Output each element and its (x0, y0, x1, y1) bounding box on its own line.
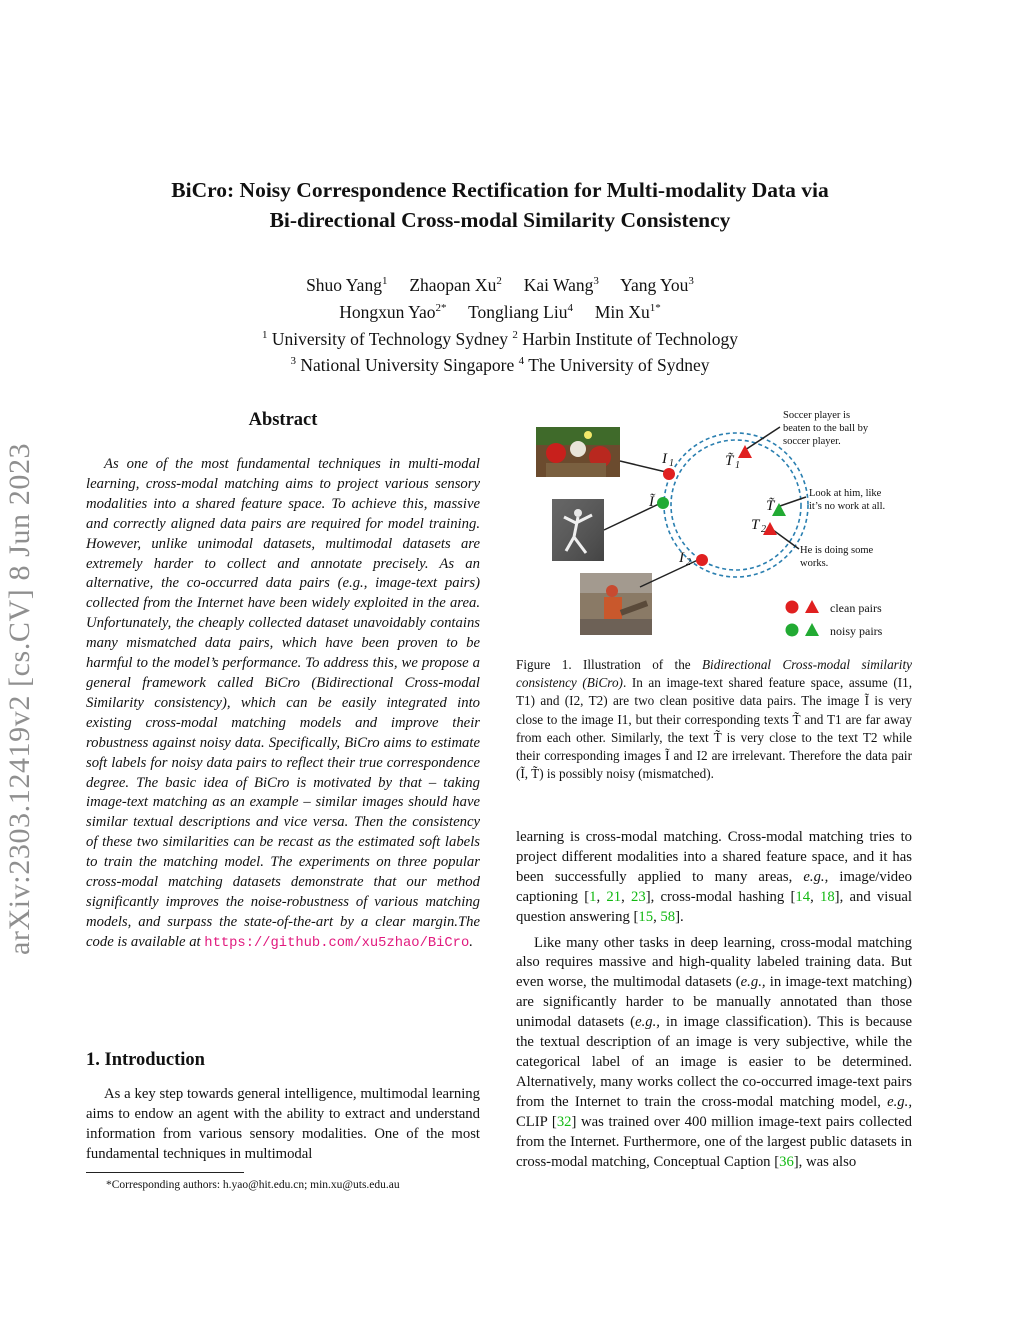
label-text-noisy: T̃ (766, 498, 775, 514)
affiliation-mark: 1 (262, 328, 268, 341)
author-name: Shuo Yang (306, 274, 382, 295)
abstract-end: . (469, 933, 473, 950)
citation-link[interactable]: 23 (631, 888, 646, 905)
clean-image-marker-i2 (696, 554, 708, 566)
affiliation: University of Technology Sydney (271, 328, 509, 349)
connector-line (745, 427, 780, 450)
label-image-noisy: Ĩ (649, 494, 654, 510)
footnote: *Corresponding authors: h.yao@hit.edu.cn; min.xu@uts.edu.au (106, 1179, 400, 1191)
arxiv-identifier: arXiv:2303.12419v2 [cs.CV] 8 Jun 2023 (3, 442, 36, 955)
label-text-t1-sub: 1 (735, 460, 740, 471)
paragraph: learning is cross-modal matching. Cross-modal matching tries to project different modalities into a shared feature space, and it has been successfully applied to many areas, e.g., image/video captioning [1, 21, 23], cross-modal hashing [14, 18], and visual question answering [15, 58]. (516, 829, 913, 925)
callout-soccer-line-1: Soccer player is (783, 410, 851, 421)
noisy-image-marker (657, 497, 669, 509)
figure-legend (786, 600, 883, 638)
legend-clean-triangle (805, 600, 819, 613)
label-text-t1: T̃ (725, 453, 734, 469)
author-affiliation-mark: 1 (381, 275, 388, 287)
author-affiliation-mark: 2 (496, 275, 502, 287)
legend-clean-label: clean pairs (830, 601, 882, 615)
citation-link[interactable]: 58 (660, 908, 676, 925)
callout-look-line-1: Look at him, like (809, 488, 882, 499)
legend-noisy-circle (786, 624, 799, 637)
caption-prefix: Figure 1. Illustration of the (516, 657, 702, 672)
callout-soccer-line-2: beaten to the ball by (783, 423, 869, 434)
label-text-t2: T (751, 517, 760, 533)
author-name: Min Xu (594, 301, 650, 322)
connector-line (620, 461, 666, 472)
paper-title (100, 175, 900, 235)
legend-noisy-triangle (805, 623, 819, 636)
connector-line (780, 497, 806, 506)
soccer-photo (536, 427, 620, 477)
caption-italic: Bidirectional Cross-modal similarity consistency (BiCro) (516, 657, 912, 691)
dancer-photo (552, 499, 604, 561)
affiliation-mark: 2 (512, 328, 518, 341)
connector-line (604, 502, 663, 530)
caption-body: . In an image-text shared feature space, assume (I1, T1) and (I2, T2) are two clean positive data pairs. The image Ĩ is very close to the image I1, but their corresponding texts T̃ and T1 are far away from each other. Similarly, the text T̃ is very close to the text T2 while their corresponding images Ĩ and I2 are irrelevant. Therefore the data pair (Ĩ, T̃) is possibly noisy (mismatched). (516, 675, 912, 782)
callout-soccer-line-3: soccer player. (783, 436, 841, 447)
author-name: Zhaopan Xu (409, 274, 497, 295)
code-link[interactable]: https://github.com/xu5zhao/BiCro (204, 935, 470, 951)
title-line-1: BiCro: Noisy Correspondence Rectification for Multi-modality Data via (171, 178, 829, 202)
author-name: Hongxun Yao (339, 301, 436, 322)
callout-works-line-2: works. (800, 558, 829, 569)
author-name: Yang You (620, 274, 689, 295)
title-line-2: Bi-directional Cross-modal Similarity Consistency (269, 208, 731, 232)
callout-works-line-1: He is doing some (800, 545, 874, 556)
citation-link[interactable]: 32 (556, 1113, 572, 1130)
section-heading-introduction: 1. Introduction (86, 1050, 205, 1070)
author-affiliation-mark: 3 (593, 275, 599, 287)
label-image-i2: I (679, 550, 684, 566)
worker-photo (580, 573, 652, 635)
abstract-heading: Abstract (248, 410, 318, 430)
figure-1 (516, 405, 912, 645)
paragraph: Like many other tasks in deep learning, cross-modal matching also requires massive and high-quality labeled training data. But even worse, the multimodal datasets (e.g., in image-text matching) are significantly harder to be manually annotated than those unimodal datasets (e.g., in image classification). This is because the textual description of an image is very subjective, while the categorical label of an image is easier to be determined. Alternatively, many works collect the co-occurred image-text pairs from the Internet to train the cross-modal matching model, e.g., CLIP [32] was trained over 400 million image-text pairs collected from the Internet. Furthermore, one of the largest public datasets in cross-modal matching, Conceptual Caption [36], was also (516, 934, 912, 1170)
author-line-1 (150, 270, 850, 297)
footnote-rule (86, 1172, 244, 1173)
citation-link[interactable]: 21 (606, 888, 622, 905)
author-affiliation-mark: 4 (567, 301, 573, 314)
citation-link[interactable]: 1 (589, 888, 597, 905)
citation-link[interactable]: 18 (819, 888, 835, 905)
right-column-body (516, 828, 912, 1178)
citation-link[interactable]: 15 (638, 908, 654, 925)
citation-link[interactable]: 36 (779, 1153, 794, 1170)
figure-caption (516, 656, 912, 783)
author-name: Kai Wang (523, 274, 594, 295)
abstract-body (86, 455, 480, 954)
introduction-paragraph: As a key step towards general intelligence, multimodal learning aims to endow an agent with the ability to extract and understand information from various sensory modalities. One of the most fundamental techniques in multimodal (86, 1086, 480, 1162)
affiliation-line-2 (150, 350, 850, 377)
legend-clean-circle (786, 601, 799, 614)
abstract-text: As one of the most fundamental techniques in multi-modal learning, cross-modal matching aims to project various sensory modalities into a shared feature space. To achieve this, massive and correctly aligned data pairs are required for model training. However, unlike unimodal datasets, multimodal datasets are extremely harder to collect and annotate precisely. As an alternative, the co-occurred data pairs (e.g., image-text pairs) collected from the Internet have been widely exploited in the area. Unfortunately, the cheaply collected dataset unavoidably contains many mismatched data pairs, which have been proven to be harmful to the model’s performance. To address this, we propose a general framework called BiCro (Bidirectional Cross-modal Similarity consistency), which can be easily integrated into existing cross-modal matching models and improve their robustness against noisy data. Specifically, BiCro aims to estimate soft labels for noisy data pairs to reflect their true correspondence degree. The basic idea of BiCro is motivated by that – taking image-text matching as an example – similar images should have similar textual descriptions and vice versa. Then the consistency of these two similarities can be recast as the estimated soft labels to train the matching model. The experiments on three popular cross-modal matching datasets demonstrate that our method significantly improves the noise-robustness of various matching models, and surpass the state-of-the-art by a clear margin.The code is available at (86, 456, 480, 950)
affiliation: The University of Sydney (528, 355, 710, 376)
author-block (150, 270, 850, 377)
affiliation-mark: 4 (518, 355, 525, 368)
label-image-i1-sub: 1 (669, 458, 674, 469)
label-text-t2-sub: 2 (761, 524, 766, 535)
author-line-2 (150, 297, 850, 324)
label-image-i2-sub: 2 (686, 557, 691, 568)
author-name: Tongliang Liu (468, 301, 568, 322)
citation-link[interactable]: 14 (795, 888, 811, 905)
affiliation-line-1 (150, 324, 850, 351)
author-affiliation-mark: 2* (435, 301, 447, 314)
affiliation: National University Singapore (300, 355, 515, 376)
label-image-i1: I (662, 451, 667, 467)
affiliation: Harbin Institute of Technology (522, 328, 738, 349)
affiliation-mark: 3 (290, 355, 297, 368)
legend-noisy-label: noisy pairs (830, 624, 883, 638)
author-affiliation-mark: 3 (688, 275, 694, 287)
clean-image-marker-i1 (663, 468, 675, 480)
outer-dashed-ring (664, 433, 808, 577)
callout-look-line-2: it’s no work at all. (809, 501, 886, 512)
author-affiliation-mark: 1* (649, 301, 661, 314)
